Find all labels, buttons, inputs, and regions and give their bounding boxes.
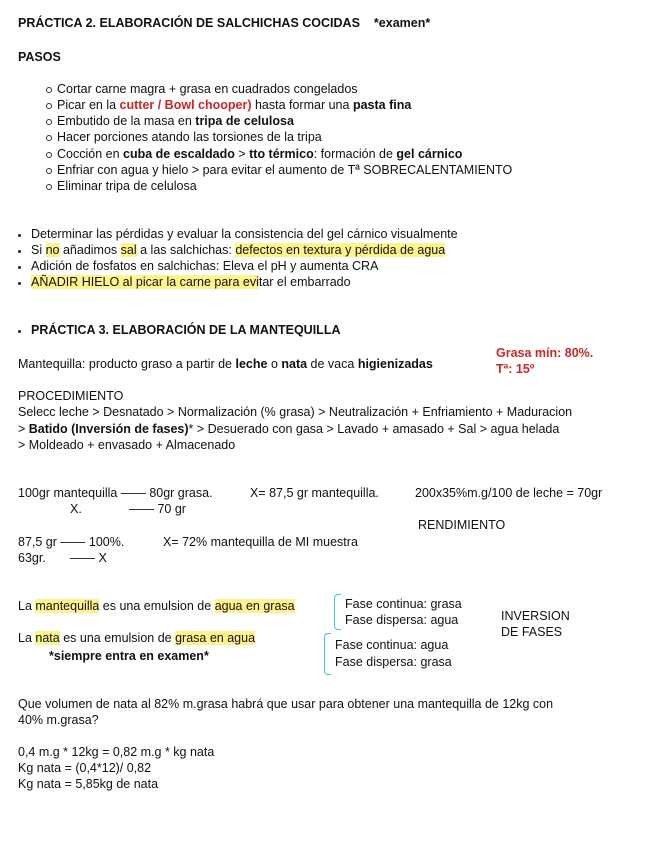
- problem-question-2: 40% m.grasa?: [18, 713, 99, 727]
- problem-answer-2: Kg nata = (0,4*12)/ 0,82: [18, 761, 152, 775]
- cream-phase-continuous: Fase continua: agua: [335, 638, 449, 652]
- calc-1-left: 100gr mantequilla —— 80gr grasa.: [18, 486, 213, 500]
- emulsion-cream: La nata es una emulsion de grasa en agua: [18, 631, 256, 645]
- problem-answer-3: Kg nata = 5,85kg de nata: [18, 777, 159, 791]
- circle-bullet-icon: [46, 103, 52, 109]
- note-2: Si no añadimos sal a las salchichas: defectos en textura y pérdida de agua: [31, 243, 446, 257]
- bullet-icon: [18, 330, 21, 333]
- step-2: Picar en la cutter / Bowl chooper) hasta formar una pasta fina: [57, 98, 412, 112]
- practice2-title: PRÁCTICA 2. ELABORACIÓN DE SALCHICHAS COCIDAS *examen*: [18, 16, 431, 30]
- yield-label: RENDIMIENTO: [418, 518, 506, 532]
- procedure-heading: PROCEDIMIENTO: [18, 389, 124, 403]
- step-5: Cocción en cuba de escaldado > tto térmico: formación de gel cárnico: [57, 147, 463, 161]
- calc-4-left: 63gr.: [18, 551, 46, 565]
- calc-4-mid: —— X: [70, 551, 107, 565]
- step-1: Cortar carne magra + grasa en cuadrados congelados: [57, 82, 358, 96]
- bracket-icon: [324, 633, 331, 675]
- problem-answer-1: 0,4 m.g * 12kg = 0,82 m.g * kg nata: [18, 745, 215, 759]
- cream-phase-dispersed: Fase dispersa: grasa: [335, 655, 452, 669]
- butter-phase-dispersed: Fase dispersa: agua: [345, 613, 459, 627]
- exam-note: *siempre entra en examen*: [49, 649, 209, 663]
- circle-bullet-icon: [46, 184, 52, 190]
- procedure-line-2: > Batido (Inversión de fases)* > Desuerado con gasa > Lavado + amasado + Sal > agua helada: [18, 422, 560, 436]
- step-7: Eliminar tripa de celulosa: [57, 179, 197, 193]
- butter-definition: Mantequilla: producto graso a partir de leche o nata de vaca higienizadas: [18, 357, 433, 371]
- procedure-line-1: Selecc leche > Desnatado > Normalización (% grasa) > Neutralización + Enfriamiento + Maduracion: [18, 405, 573, 419]
- butter-phase-continuous: Fase continua: grasa: [345, 597, 462, 611]
- inversion-line-1: INVERSION: [501, 609, 570, 623]
- step-4: Hacer porciones atando las torsiones de la tripa: [57, 130, 322, 144]
- step-6: Enfriar con agua y hielo > para evitar el aumento de Tª SOBRECALENTAMIENTO: [57, 163, 513, 177]
- bullet-icon: [18, 250, 21, 253]
- note-1: Determinar las pérdidas y evaluar la consistencia del gel cárnico visualmente: [31, 227, 458, 241]
- steps-heading: PASOS: [18, 50, 61, 64]
- practice3-title: PRÁCTICA 3. ELABORACIÓN DE LA MANTEQUILLA: [31, 323, 341, 337]
- emulsion-butter: La mantequilla es una emulsion de agua en grasa: [18, 599, 295, 613]
- bullet-icon: [18, 266, 21, 269]
- note-4: AÑADIR HIELO al picar la carne para evitar el embarrado: [31, 275, 351, 289]
- calc-1-right: 200x35%m.g/100 de leche = 70gr: [415, 486, 603, 500]
- bullet-icon: [18, 234, 21, 237]
- procedure-line-3: > Moldeado + envasado + Almacenado: [18, 438, 236, 452]
- calc-2-mid: —— 70 gr: [129, 502, 186, 516]
- circle-bullet-icon: [46, 152, 52, 158]
- calc-3-right: X= 72% mantequilla de MI muestra: [163, 535, 358, 549]
- circle-bullet-icon: [46, 168, 52, 174]
- problem-question-1: Que volumen de nata al 82% m.grasa habrá que usar para obtener una mantequilla de 12kg con: [18, 697, 554, 711]
- note-3: Adición de fosfatos en salchichas: Eleva el pH y aumenta CRA: [31, 259, 379, 273]
- calc-2-left: X.: [70, 502, 82, 516]
- circle-bullet-icon: [46, 119, 52, 125]
- bracket-icon: [334, 594, 341, 630]
- calc-3-left: 87,5 gr —— 100%.: [18, 535, 125, 549]
- circle-bullet-icon: [46, 135, 52, 141]
- temperature: Tª: 15º: [496, 362, 535, 376]
- circle-bullet-icon: [46, 87, 52, 93]
- inversion-line-2: DE FASES: [501, 625, 563, 639]
- fat-min: Grasa mín: 80%.: [496, 346, 594, 360]
- exam-tag: *examen*: [373, 16, 431, 30]
- step-3: Embutido de la masa en tripa de celulosa: [57, 114, 294, 128]
- bullet-icon: [18, 282, 21, 285]
- calc-1-mid: X= 87,5 gr mantequilla.: [250, 486, 379, 500]
